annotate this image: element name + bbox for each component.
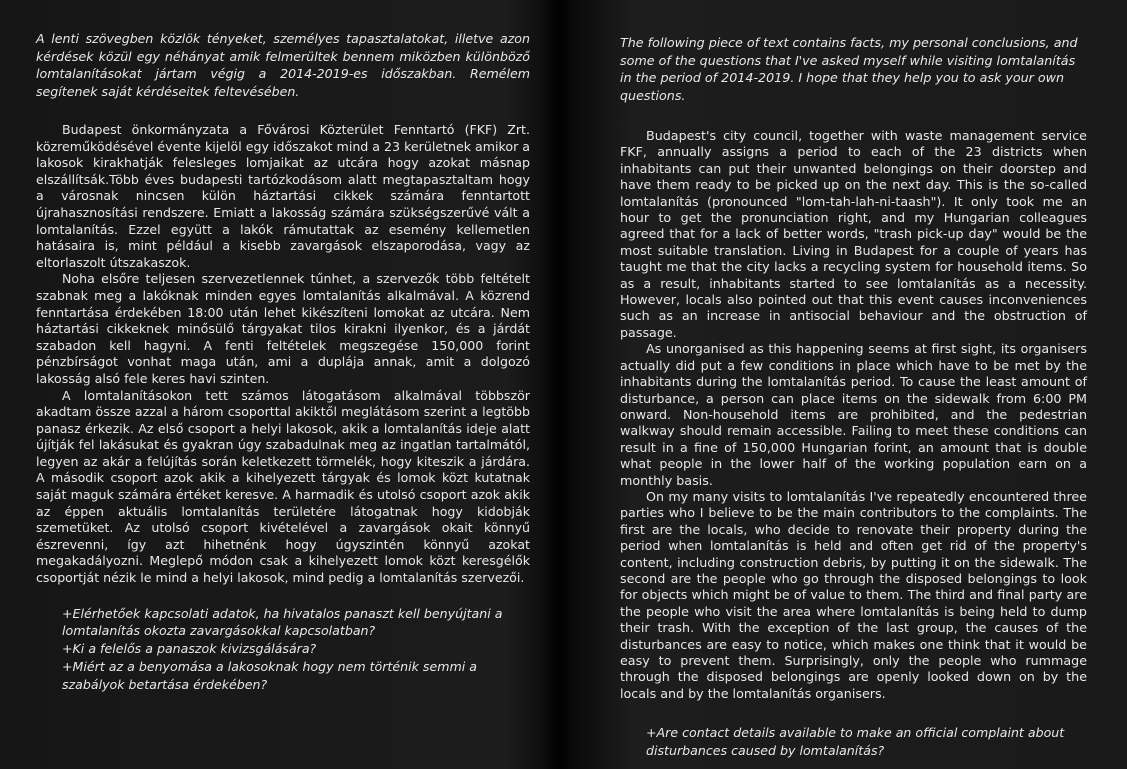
right-page [568,0,1127,769]
right-paragraph-3: On my many visits to lomtalanítás I've repeatedly encountered three parties who I believe to be the main contributors to the complaints. The first are the locals, who decide to renovate their property during the period when lomtalanítás is held and often get rid of the property's content, including construction debris, by putting it on the sidewalk. The second are the people who go through the disposed belongings to look for objects which might be of value to them. The third and final party are the people who visit the area where lomtalanítás is being held to dump their trash. With the exception of the last group, the causes of the disturbances are easy to notice, which makes one think that it would be easy to prevent them. Surprisingly, only the people who rummage through the disposed belongings are openly looked down on by the locals and by the lomtalanítás organisers. [620,488,1087,701]
right-question-1: +Are contact details available to make an official complaint about disturbances caused by lomtalanítás? [646,725,1065,759]
left-page [0,0,552,769]
right-paragraph-1: Budapest's city council, together with waste management service FKF, annually assigns a period to each of the 23 districts when inhabitants can put their unwanted belongings on their doorstep and have them ready to be picked up on the next day. This is the so-called lomtalanítás (pronounced "lom-tah-lah-ni-taash"). It only took me an hour to get the pronunciation right, and my Hungarian colleagues agreed that for a lack of better words, "trash pick-up day" would be the most suitable translation. Living in Budapest for a couple of years has taught me that the city lacks a recycling system for household items. So as a result, inhabitants started to see lomtalanítás as a necessity. However, locals also pointed out that this event causes inconveniences such as an increase in antisocial behaviour and the obstruction of passage. [620,128,1087,340]
right-paragraph-2: As unorganised as this happening seems at first sight, its organisers actually did put a few conditions in place which have to be met by the inhabitants during the lomtalanítás period. To cause the least amount of disturbance, a person can place items on the sidewalk from 6:00 PM onward. Non-household items are prohibited, and the pedestrian walkway should remain accessible. Failing to meet these conditions can result in a fine of 150,000 Hungarian forint, an amount that is double what people in the lower half of the working population earn on a monthly basis. [620,341,1087,488]
book-gutter [546,0,570,769]
left-question-2: +Ki a felelős a panaszok kivizsgálására? [62,641,317,657]
left-question-1: +Elérhetőek kapcsolati adatok, ha hivatalos panaszt kell benyújtani a lomtalanítás okozta zavargásokkal kapcsolatban? [62,605,503,639]
right-intro: The following piece of text contains facts, my personal conclusions, and some of the questions that I've asked myself while visiting lomtalanítás in the period of 2014-2019. I hope that they help you to ask your own questions. [620,35,1078,103]
left-paragraph-2: Noha elsőre teljesen szervezetlennek tűnhet, a szervezők több feltételt szabnak meg a lakóknak minden egyes lomtalanítás alkalmával. A közrend fenntartása érdekében 18:00 után lehet kikészíteni lomokat az utcára. Nem háztartási cikkeknek minősülő tárgyakat tilos kirakni ilyenkor, és a járdát szabadon kell hagyni. A fenti feltételek megszegése 150,000 forint pénzbírságot vonhat maga után, ami a duplája annak, amit a dolgozó lakosság alsó fele keres havi szinten. [36,271,530,386]
left-question-3: +Miért az a benyomása a lakosoknak hogy nem történik semmi a szabályok betartása érdekében? [62,659,477,692]
right-questions [646,724,1087,760]
left-questions [62,605,530,694]
left-paragraph-3: A lomtalanításokon tett számos látogatásom alkalmával többször akadtam össze azzal a három csoporttal akiktől meglátásom szerint a legtöbb panasz érkezik. Az első csoport a helyi lakosok, akik a lomtalanítás ideje alatt újítják fel lakásukat és gyakran úgy szabadulnak meg az ingatlan tartalmától, legyen az akár a felújítás során keletkezett törmelék, hogy kiteszik a járdára. A második csoport azok akik a kihelyezett tárgyak és lomok közt kutatnak saját maguk számára értéket keresve. A harmadik és utolsó csoport azok akik az éppen aktuális lomtalanítás területére látogatnak hogy kidobják szemetüket. Az utolsó csoport kivételével a zavargások okait könnyű észrevenni, így azt hihetnénk hogy úgyszintén könnyű azokat megakadályozni. Meglepő módon csak a kihelyezett lomok közt keresgélők csoportját nézik le mind a helyi lakosok, mind pedig a lomtalanítás szervezői. [36,387,530,586]
left-paragraph-1: Budapest önkormányzata a Fővárosi Közterület Fenntartó (FKF) Zrt. közreműködésével évente kijelöl egy időszakot mind a 23 kerületnek amikor a lakosok kirakhatják felesleges lomjaikat az utcára hogy azokat másnap elszállítsák.Több éves budapesti tartózkodásom alatt megtapasztaltam hogy a városnak nincsen külön háztartási cikkek számára fenntartott újrahasznosítási rendszere. Emiatt a lakosság számára szükségszerűvé vált a lomtalanítás. Ezzel együtt a lakók rámutattak az esemény kellemetlen hatásaira is, mint például a kisebb zavargások elszaporodása, vagy az eltorlaszolt útszakaszok. [36,122,530,270]
left-intro: A lenti szövegben közlök tényeket, személyes tapasztalatokat, illetve azon kérdések közül egy néhányat amik felmerültek bennem miközben különböző lomtalanításokat jártam végig a 2014-2019-es időszakban. Remélem segítenek saját kérdéseitek feltevésében. [36,31,530,99]
